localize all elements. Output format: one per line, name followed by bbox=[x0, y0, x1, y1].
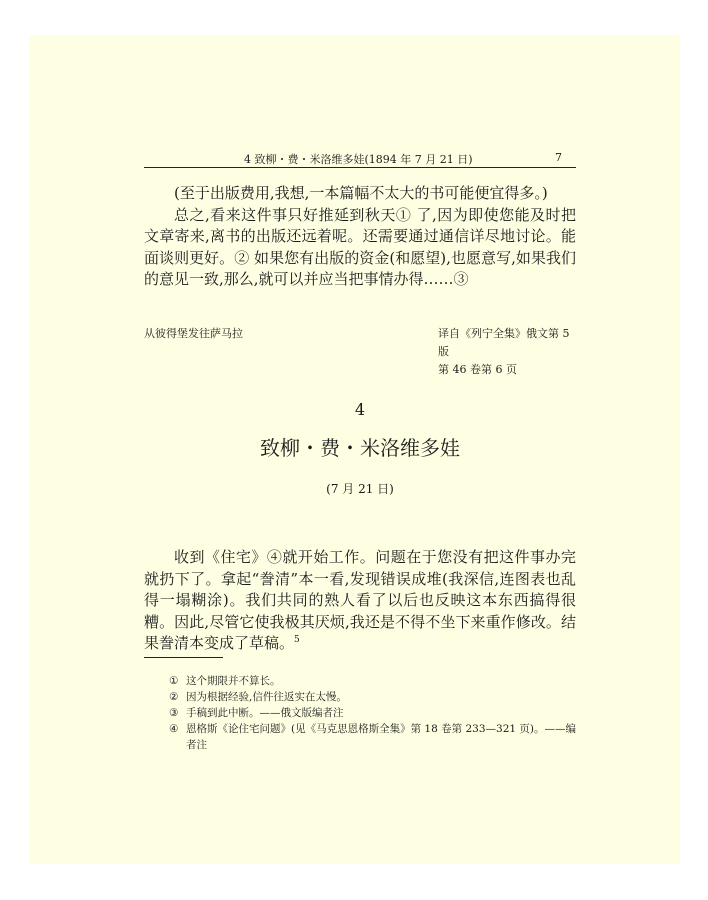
prev-letter-paragraph-1: (至于出版费用,我想,一本篇幅不太大的书可能便宜得多。) bbox=[174, 184, 548, 202]
letter-body-footnote-ref: 5 bbox=[294, 635, 300, 645]
send-location: 从彼得堡发往萨马拉 bbox=[144, 327, 243, 340]
footnote-mark: ① bbox=[169, 675, 179, 687]
letter-title: 致柳・费・米洛维多娃 bbox=[260, 436, 460, 460]
footnote-mark: ④ bbox=[169, 723, 179, 735]
footnote-mark: ③ bbox=[169, 707, 179, 719]
letter-body-text: 收到《住宅》④就开始工作。问题在于您没有把这件事办完就扔下了。拿起“誊清”本一看,发现错误成堆(我深信,连图表也乱得一塌糊涂)。我们共同的熟人看了以后也反映这本东西搞得很糟。因此,尽管它使我极其厌烦,我还是不得不坐下来重作修改。结果誊清本变成了草稿。 bbox=[144, 548, 576, 652]
prev-letter-paragraph-2: 总之,看来这件事只好推延到秋天① 了,因为即使您能及时把文章寄来,离书的出版还远着呢。还需要通过通信详尽地讨论。能面谈则更好。② 如果您有出版的资金(和愿望),也愿意写,如果我们的意见一致,那么,就可以并应当把事情办得……③ bbox=[144, 205, 576, 288]
footnote bbox=[169, 689, 576, 705]
running-header bbox=[144, 151, 576, 168]
footnote bbox=[169, 673, 576, 689]
letter-date: (7 月 21 日) bbox=[326, 482, 394, 496]
translation-source bbox=[438, 325, 576, 379]
footnote-text: 恩格斯《论住宅问题》(见《马克思恩格斯全集》第 18 卷第 233—321 页)。——编者注 bbox=[186, 723, 576, 751]
footnote-rule bbox=[144, 657, 223, 658]
translation-source-line-2: 第 46 卷第 6 页 bbox=[438, 363, 517, 376]
page-number: 7 bbox=[555, 151, 562, 164]
book-page bbox=[29, 35, 680, 864]
letter-body bbox=[144, 547, 576, 655]
footnote-text: 这个期限并不算长。 bbox=[186, 675, 281, 687]
footnote-text: 因为根据经验,信件往返实在太慢。 bbox=[186, 691, 347, 703]
running-header-title: 4 致柳・费・米洛维多娃(1894 年 7 月 21 日) bbox=[244, 153, 473, 166]
footnote bbox=[169, 705, 576, 721]
footnotes bbox=[169, 673, 576, 753]
footnote bbox=[169, 721, 576, 753]
translation-source-line-1: 译自《列宁全集》俄文第 5 版 bbox=[438, 327, 570, 358]
footnote-text: 手稿到此中断。——俄文版编者注 bbox=[186, 707, 344, 719]
letter-number: 4 bbox=[354, 400, 366, 419]
footnote-mark: ② bbox=[169, 691, 179, 703]
